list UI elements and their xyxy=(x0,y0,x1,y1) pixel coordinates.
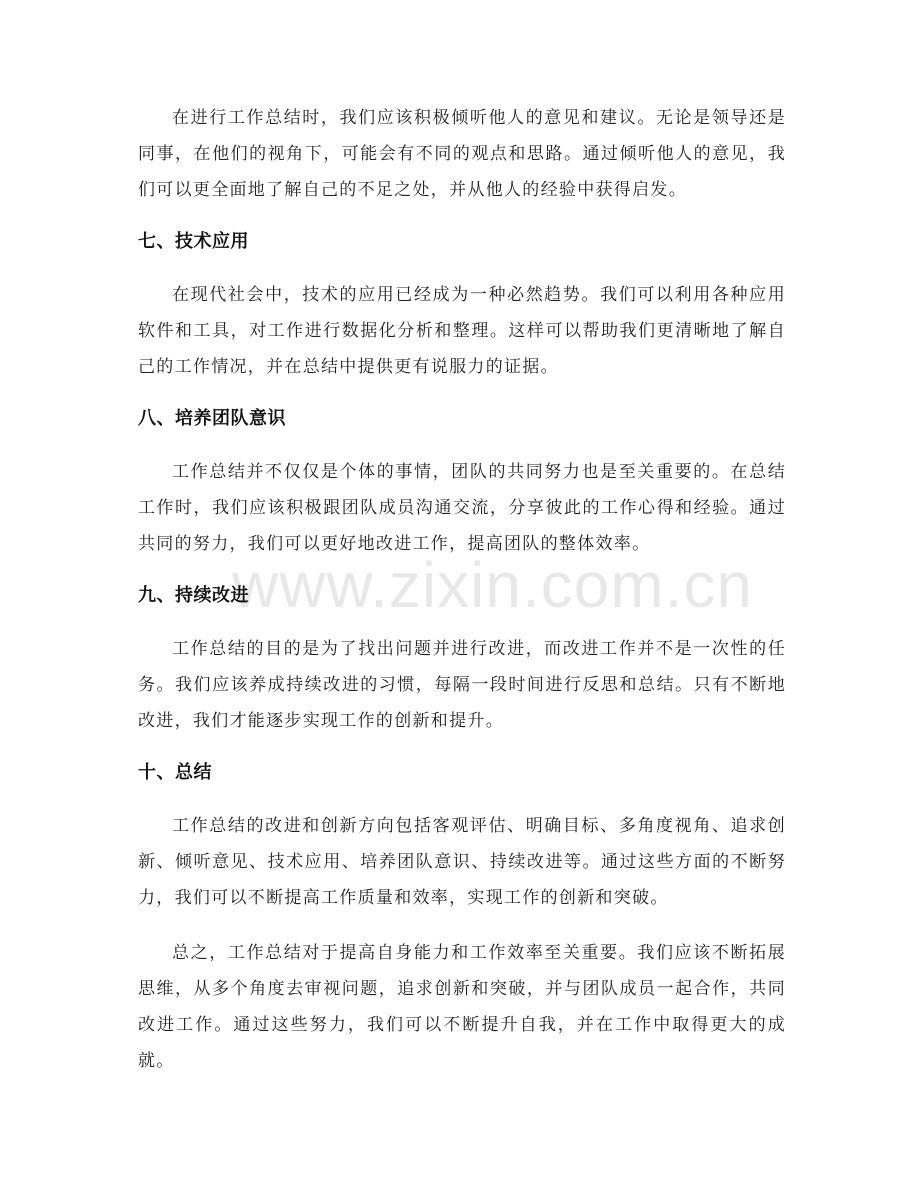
paragraph-team-awareness: 工作总结并不仅仅是个体的事情，团队的共同努力也是至关重要的。在总结工作时，我们应该积极跟团队成员沟通交流，分享彼此的工作心得和经验。通过共同的努力，我们可以更好地改进工作，提高团队的整体效率。 xyxy=(138,462,786,554)
heading-tech-application: 七、技术应用 xyxy=(138,231,249,252)
heading-summary: 十、总结 xyxy=(138,762,212,783)
document-body xyxy=(138,100,786,1098)
paragraph-continuous-improvement: 工作总结的目的是为了找出问题并进行改进，而改进工作并不是一次性的任务。我们应该养成持续改进的习惯，每隔一段时间进行反思和总结。只有不断地改进，我们才能逐步实现工作的创新和提升。 xyxy=(138,639,786,731)
heading-continuous-improvement: 九、持续改进 xyxy=(138,585,249,606)
paragraph-listening: 在进行工作总结时，我们应该积极倾听他人的意见和建议。无论是领导还是同事，在他们的视角下，可能会有不同的观点和思路。通过倾听他人的意见，我们可以更全面地了解自己的不足之处，并从他人的经验中获得启发。 xyxy=(138,108,786,200)
watermark: www.zixin.com.cn xyxy=(232,549,753,621)
paragraph-tech-application: 在现代社会中，技术的应用已经成为一种必然趋势。我们可以利用各种应用软件和工具，对工作进行数据化分析和整理。这样可以帮助我们更清晰地了解自己的工作情况，并在总结中提供更有说服力的证据。 xyxy=(138,285,786,377)
paragraph-summary-2: 总之，工作总结对于提高自身能力和工作效率至关重要。我们应该不断拓展思维，从多个角度去审视问题，追求创新和突破，并与团队成员一起合作，共同改进工作。通过这些努力，我们可以不断提升自我，并在工作中取得更大的成就。 xyxy=(138,943,786,1071)
paragraph-summary-1: 工作总结的改进和创新方向包括客观评估、明确目标、多角度视角、追求创新、倾听意见、技术应用、培养团队意识、持续改进等。通过这些方面的不断努力，我们可以不断提高工作质量和效率，实现工作的创新和突破。 xyxy=(138,816,786,908)
heading-team-awareness: 八、培养团队意识 xyxy=(138,408,286,429)
